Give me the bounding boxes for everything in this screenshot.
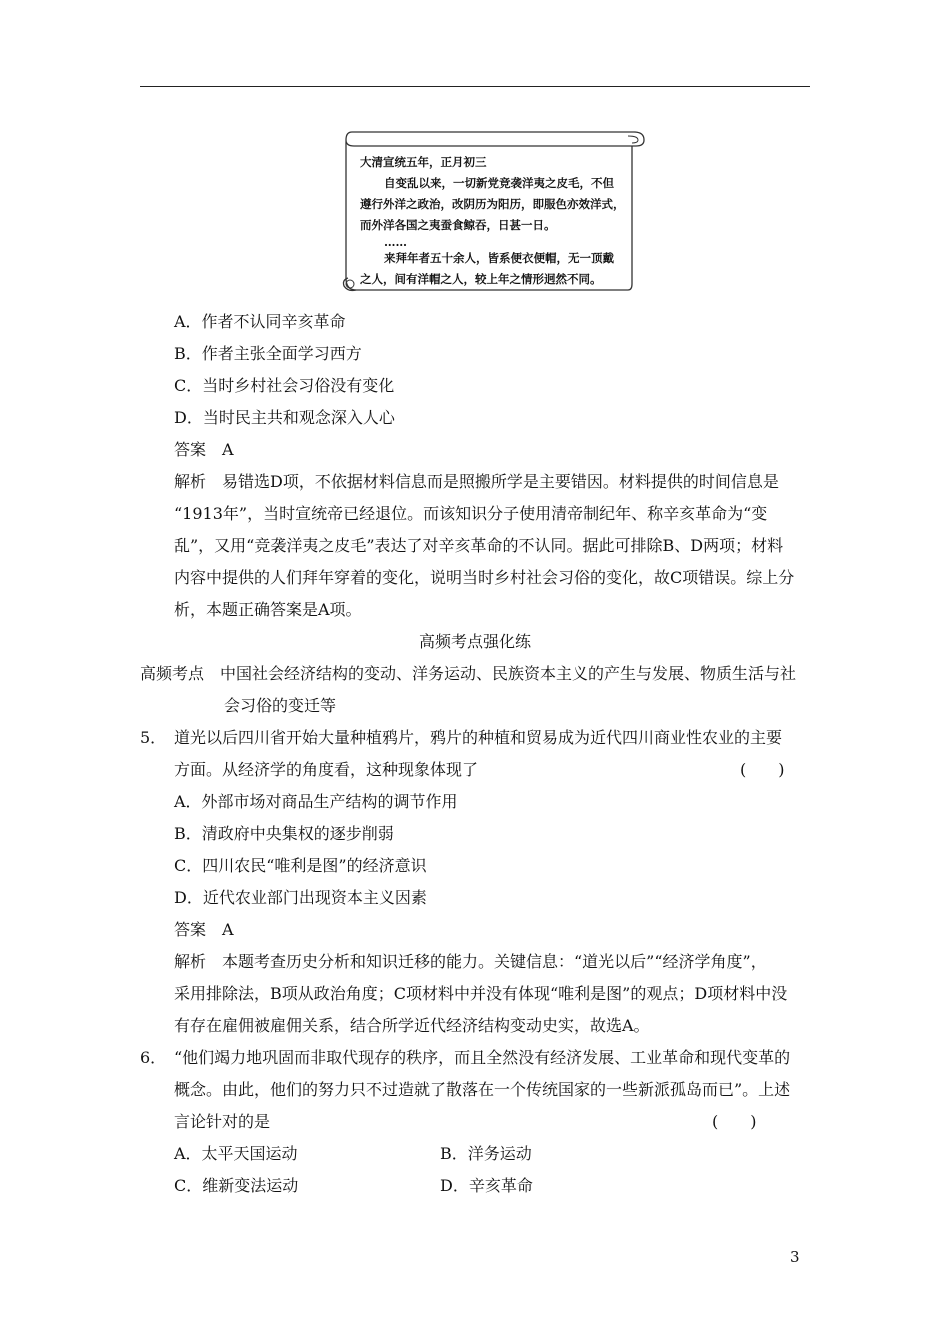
q4-answer: 答案 A [174, 440, 234, 459]
section-title: 高频考点强化练 [418, 632, 531, 651]
q5-answer: 答案 A [174, 920, 234, 939]
scroll-line: 大清宣统五年，正月初三 [360, 155, 487, 169]
q6-option-d: D．辛亥革命 [440, 1176, 533, 1195]
header-rule [140, 86, 810, 87]
q6-stem-line: 概念。由此，他们的努力只不过造就了散落在一个传统国家的一些新派孤岛而已”。上述 [174, 1080, 791, 1099]
q6-option-b: B．洋务运动 [440, 1144, 532, 1163]
scroll-line: 自变乱以来，一切新党竞袭洋夷之皮毛，不但 [384, 176, 614, 190]
q5-option-c: C．四川农民“唯利是图”的经济意识 [174, 856, 427, 875]
q5-analysis-line: 采用排除法，B项从政治角度；C项材料中并没有体现“唯利是图”的观点；D项材料中没 [174, 984, 788, 1003]
q6-stem-line: “他们竭力地巩固而非取代现存的秩序，而且全然没有经济发展、工业革命和现代变革的 [174, 1048, 791, 1067]
q6-stem-line: 言论针对的是 [174, 1112, 271, 1131]
scroll-line: 来拜年者五十余人，皆系便衣便帽，无一顶戴 [384, 251, 614, 265]
q4-option-d: D．当时民主共和观念深入人心 [174, 408, 395, 427]
q4-analysis-line: 内容中提供的人们拜年穿着的变化，说明当时乡村社会习俗的变化，故C项错误。综上分 [174, 568, 795, 587]
scroll-line: …… [384, 235, 407, 249]
q4-option-b: B．作者主张全面学习西方 [174, 344, 362, 363]
q5-number: 5． [140, 728, 167, 747]
scroll-line: 遵行外洋之政治，改阴历为阳历，即服色亦效洋式， [360, 197, 625, 211]
q5-option-d: D．近代农业部门出现资本主义因素 [174, 888, 427, 907]
q5-option-a: A．外部市场对商品生产结构的调节作用 [174, 792, 458, 811]
q5-answer-blank: ( ) [740, 760, 785, 779]
page-number: 3 [790, 1248, 800, 1266]
q4-option-a: A．作者不认同辛亥革命 [174, 312, 346, 331]
scroll-line: 之人，间有洋帽之人，较上年之情形迥然不同。 [360, 272, 602, 286]
q6-answer-blank: ( ) [712, 1112, 757, 1131]
q4-analysis-line: 解析 易错选D项，不依据材料信息而是照搬所学是主要错因。材料提供的时间信息是 [174, 472, 779, 491]
q5-option-b: B．清政府中央集权的逐步削弱 [174, 824, 394, 843]
q5-analysis-line: 解析 本题考查历史分析和知识迁移的能力。关键信息：“道光以后”“经济学角度”， [174, 952, 767, 971]
q4-analysis-line: “1913年”，当时宣统帝已经退位。而该知识分子使用清帝制纪年、称辛亥革命为“变 [174, 504, 768, 523]
key-points-line: 高频考点 中国社会经济结构的变动、洋务运动、民族资本主义的产生与发展、物质生活与社 [140, 664, 797, 683]
q6-number: 6． [140, 1048, 167, 1067]
scroll-text [360, 152, 646, 290]
q4-analysis-line: 析，本题正确答案是A项。 [174, 600, 362, 619]
q6-option-a: A．太平天国运动 [174, 1144, 298, 1163]
q5-stem-line: 道光以后四川省开始大量种植鸦片，鸦片的种植和贸易成为近代四川商业性农业的主要 [174, 728, 783, 747]
q4-option-c: C．当时乡村社会习俗没有变化 [174, 376, 395, 395]
q4-analysis-line: 乱”，又用“竞袭洋夷之皮毛”表达了对辛亥革命的不认同。据此可排除B、D两项；材料 [174, 536, 784, 555]
q5-analysis-line: 有存在雇佣被雇佣关系，结合所学近代经济结构变动史实，故选A。 [174, 1016, 650, 1035]
scroll-document-image [338, 128, 648, 296]
q6-option-c: C．维新变法运动 [174, 1176, 299, 1195]
q5-stem-line: 方面。从经济学的角度看，这种现象体现了 [174, 760, 479, 779]
scroll-line: 而外洋各国之夷蚕食鲸吞，日甚一日。 [360, 218, 556, 232]
key-points-line: 会习俗的变迁等 [224, 696, 337, 715]
